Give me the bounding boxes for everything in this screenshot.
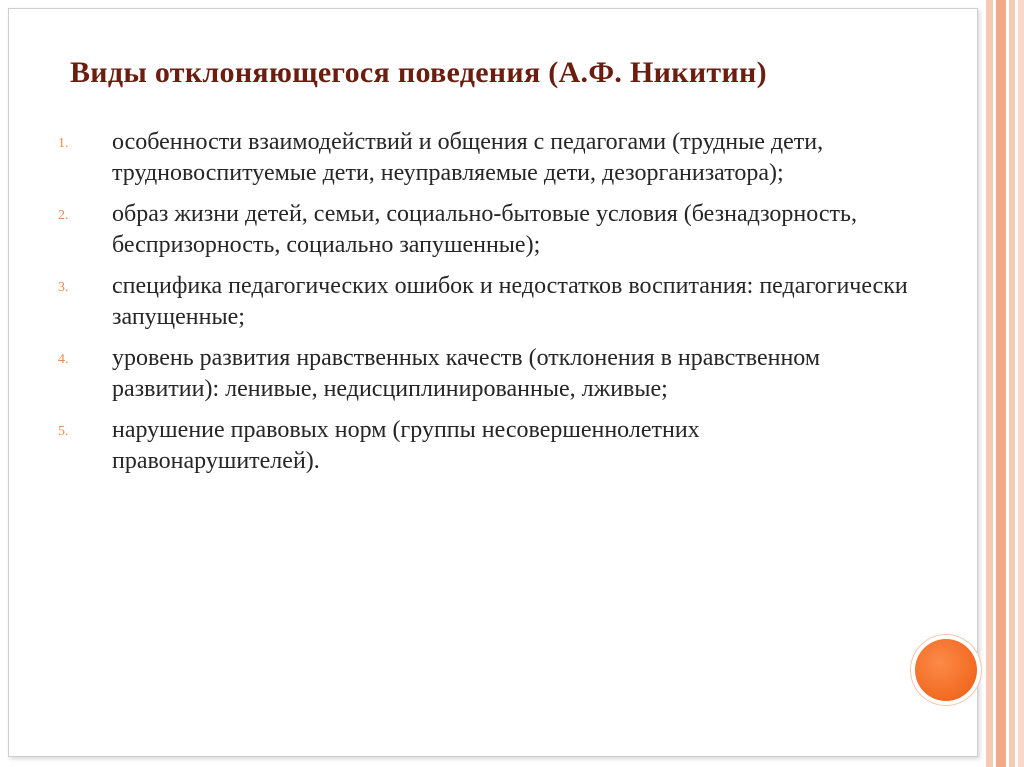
list-item-number: 3. bbox=[58, 280, 69, 295]
list-item-text: нарушение правовых норм (группы несовершеннолетних правонарушителей). bbox=[112, 417, 700, 474]
slide-title: Виды отклоняющегося поведения (А.Ф. Никитин) bbox=[70, 56, 767, 89]
list-item-number: 2. bbox=[58, 208, 69, 223]
list-item-text: образ жизни детей, семьи, социально-бытовые условия (безнадзорность, беспризорность, социально запушенные); bbox=[112, 201, 857, 258]
list-item-text: особенности взаимодействий и общения с педагогами (трудные дети, трудновоспитуемые дети, неуправляемые дети, дезорганизатора); bbox=[112, 129, 824, 186]
list-item bbox=[58, 271, 908, 333]
list-item-text: уровень развития нравственных качеств (отклонения в нравственном развитии): ленивые, недисциплинированные, лживые; bbox=[112, 345, 821, 402]
list-item-text: специфика педагогических ошибок и недостатков воспитания: педагогически запущенные; bbox=[112, 273, 908, 330]
list-item bbox=[58, 343, 908, 405]
list-item bbox=[58, 415, 908, 477]
list-item-number: 1. bbox=[58, 136, 69, 151]
stripe bbox=[1018, 0, 1024, 767]
list-item-number: 4. bbox=[58, 352, 69, 367]
list-item bbox=[58, 199, 908, 261]
numbered-list bbox=[58, 127, 908, 487]
decorative-stripes bbox=[982, 0, 1024, 767]
list-item bbox=[58, 127, 908, 189]
stripe bbox=[996, 0, 1006, 767]
list-item-number: 5. bbox=[58, 424, 69, 439]
decorative-orange-circle bbox=[915, 639, 977, 701]
stripe bbox=[986, 0, 993, 767]
